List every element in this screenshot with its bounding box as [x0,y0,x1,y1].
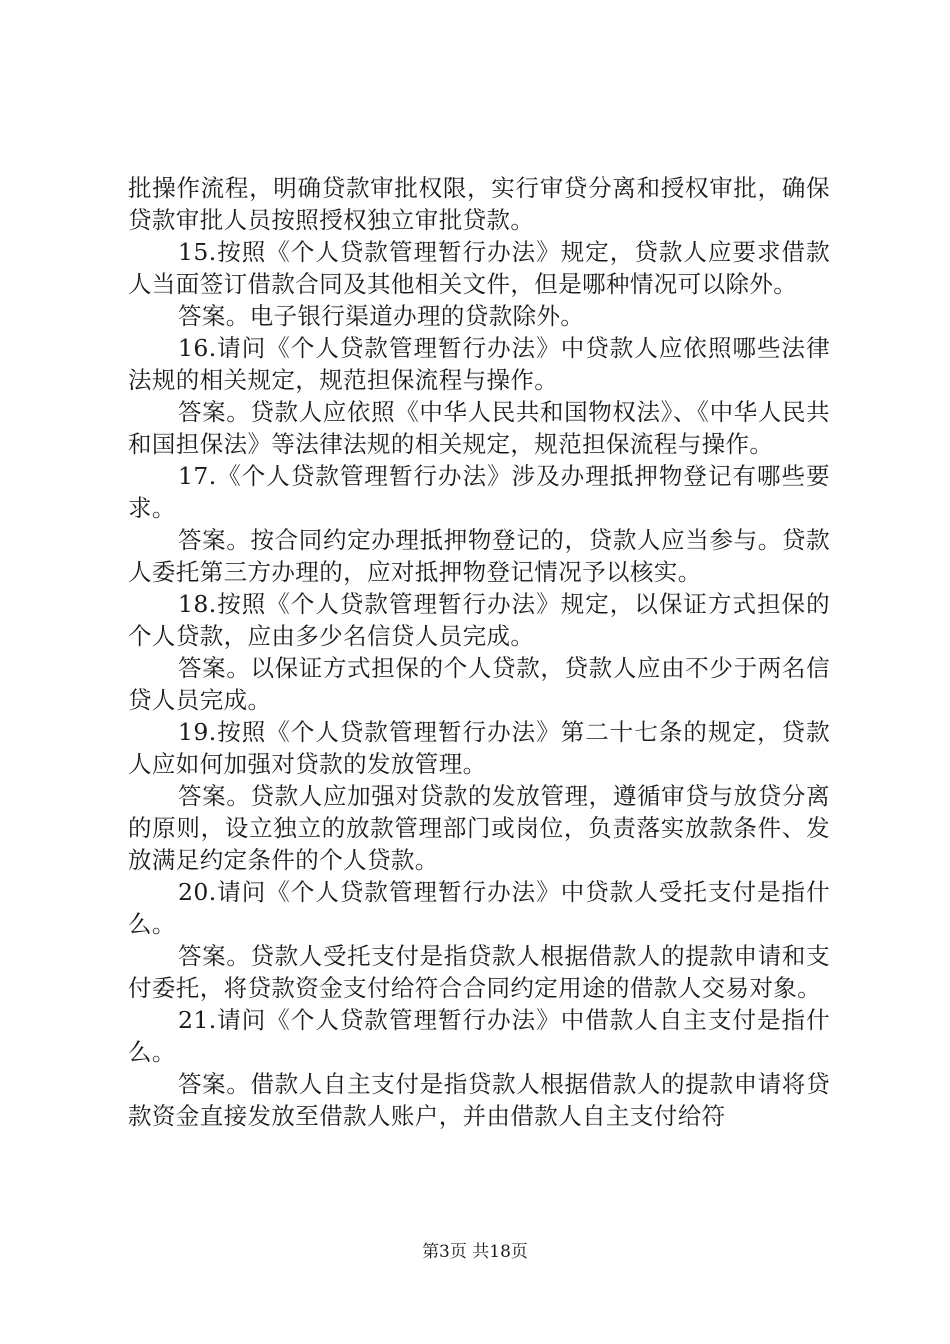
paragraph: 答案。贷款人应依照《中华人民共和国物权法》、《中华人民共和国担保法》等法律法规的相关规定，规范担保流程与操作。 [128,398,830,458]
paragraph: 答案。借款人自主支付是指贷款人根据借款人的提款申请将贷款资金直接发放至借款人账户，并由借款人自主支付给符 [128,1070,830,1130]
paragraph: 17.《个人贷款管理暂行办法》涉及办理抵押物登记有哪些要求。 [128,462,830,522]
paragraph: 答案。电子银行渠道办理的贷款除外。 [178,302,585,330]
paragraph: 19.按照《个人贷款管理暂行办法》第二十七条的规定，贷款人应如何加强对贷款的发放管理。 [128,718,830,778]
paragraph: 16.请问《个人贷款管理暂行办法》中贷款人应依照哪些法律法规的相关规定，规范担保流程与操作。 [128,334,830,394]
document-body [128,172,830,1132]
paragraph: 15.按照《个人贷款管理暂行办法》规定，贷款人应要求借款人当面签订借款合同及其他相关文件，但是哪种情况可以除外。 [128,238,830,298]
paragraph: 答案。贷款人应加强对贷款的发放管理，遵循审贷与放贷分离的原则，设立独立的放款管理部门或岗位，负责落实放款条件、发放满足约定条件的个人贷款。 [128,782,830,874]
paragraph: 20.请问《个人贷款管理暂行办法》中贷款人受托支付是指什么。 [128,878,830,938]
page-footer: 第3页 共18页 [422,1242,528,1262]
paragraph: 21.请问《个人贷款管理暂行办法》中借款人自主支付是指什么。 [128,1006,830,1066]
paragraph: 18.按照《个人贷款管理暂行办法》规定，以保证方式担保的个人贷款，应由多少名信贷人员完成。 [128,590,830,650]
paragraph: 答案。按合同约定办理抵押物登记的，贷款人应当参与。贷款人委托第三方办理的，应对抵押物登记情况予以核实。 [128,526,830,586]
paragraph: 批操作流程，明确贷款审批权限，实行审贷分离和授权审批，确保贷款审批人员按照授权独立审批贷款。 [128,174,830,234]
paragraph: 答案。以保证方式担保的个人贷款，贷款人应由不少于两名信贷人员完成。 [128,654,830,714]
paragraph: 答案。贷款人受托支付是指贷款人根据借款人的提款申请和支付委托，将贷款资金支付给符合合同约定用途的借款人交易对象。 [128,942,830,1002]
